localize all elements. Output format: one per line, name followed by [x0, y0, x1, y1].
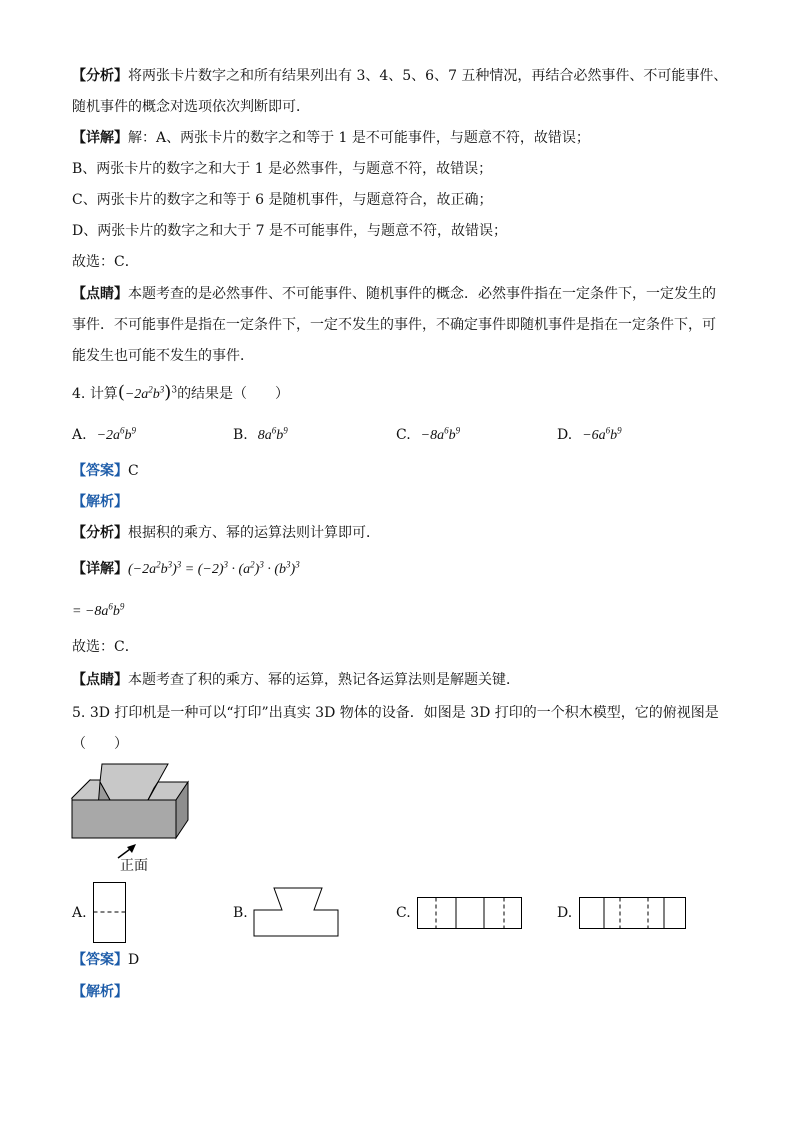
- analysis-tag: 【分析】: [72, 525, 128, 541]
- comment-tag: 【点睛】: [72, 672, 128, 688]
- option-coef: −6: [582, 428, 599, 443]
- q5-option-d-letter[interactable]: D.: [557, 905, 573, 921]
- option-c-outer: [418, 898, 522, 929]
- q4-option-c[interactable]: [396, 425, 460, 446]
- question-number: 5.: [72, 705, 86, 721]
- solution-tag: 【解析】: [72, 984, 128, 1000]
- q4-answer: [72, 461, 139, 481]
- q3-detail-line-2: B、两张卡片的数字之和大于 1 是必然事件，与题意不符，故错误；: [72, 161, 493, 177]
- option-letter: C.: [396, 427, 411, 443]
- option-expression: $-8a^6b^9$: [420, 425, 461, 443]
- option-letter: D.: [557, 427, 573, 443]
- option-d-outer: [580, 898, 686, 929]
- q3-detail-line-4: D、两张卡片的数字之和大于 7 是不可能事件，与题意不符，故错误；: [72, 223, 508, 239]
- q5-stem-line-2: （ ）: [72, 736, 128, 752]
- q5-option-b-letter[interactable]: B.: [233, 905, 248, 921]
- stem-pre: 计算: [89, 386, 118, 402]
- stem-paren-close: ): [164, 382, 172, 403]
- q5-stem-line-1: [72, 703, 719, 723]
- detail-tag: 【详解】: [72, 561, 128, 577]
- q4-analysis: [72, 523, 380, 543]
- comment-text: 本题考查了积的乘方、幂的运算，熟记各运算法则是解题关键．: [128, 672, 520, 688]
- detail-text: 解：A、两张卡片的数字之和等于 1 是不可能事件，与题意不符，故错误；: [128, 130, 590, 146]
- q3-analysis-line-1: [72, 66, 727, 86]
- stem-post: 的结果是（ ）: [177, 386, 290, 402]
- answer-tag: 【答案】: [72, 952, 128, 968]
- option-coef: −8: [420, 428, 438, 443]
- analysis-text: 根据积的乘方、幂的运算法则计算即可．: [128, 525, 380, 541]
- q3-detail-line-1: [72, 128, 590, 148]
- q4-choose: 故选：C．: [72, 639, 139, 655]
- option-letter: A.: [72, 427, 87, 443]
- q4-stem: 4. 计算$(-2a^2b^3)^3$的结果是（ ）: [72, 382, 290, 403]
- q3-comment-line-3: 能发生也可能不发生的事件．: [72, 348, 254, 364]
- option-expression: $-2a^6b^9$: [96, 425, 137, 443]
- q5-option-a-figure[interactable]: [92, 881, 128, 945]
- q5-solution-heading: [72, 982, 128, 1002]
- q4-option-a[interactable]: [72, 425, 136, 446]
- front-label: 正面: [120, 858, 148, 874]
- stem-math: $-2a^2b^3$: [124, 384, 165, 402]
- question-number: 4.: [72, 386, 86, 402]
- option-expression: $-6a^6b^9$: [582, 425, 622, 443]
- answer-value: D: [128, 952, 140, 968]
- option-coef: −2: [96, 428, 114, 443]
- q5-option-c-letter[interactable]: C.: [396, 905, 411, 921]
- solution-tag: 【解析】: [72, 494, 128, 510]
- q5-option-d-figure[interactable]: [578, 896, 690, 932]
- q4-solution-heading: [72, 492, 128, 512]
- answer-value: C: [128, 463, 139, 479]
- block-front-face: [72, 800, 176, 838]
- answer-tag: 【答案】: [72, 463, 128, 479]
- q3-comment-line-2: 事件．不可能事件是指在一定条件下，一定不发生的事件，不确定事件即随机事件是指在一定条件下，可: [72, 317, 716, 333]
- q5-option-a-letter[interactable]: A.: [72, 905, 87, 921]
- q3-analysis-line-2: 随机事件的概念对选项依次判断即可．: [72, 99, 310, 115]
- q3-comment-line-1: [72, 284, 716, 304]
- option-coef: 8: [257, 428, 265, 443]
- q4-option-d[interactable]: [557, 425, 622, 446]
- result-expression: = $-8a^6b^9$: [72, 601, 125, 619]
- option-letter: B.: [233, 427, 248, 443]
- detail-equation: $(-2a^2b^3)^3 = (-2)^3 \cdot (a^2)^3 \cdot (b^3)^3$: [128, 559, 300, 577]
- q4-comment: [72, 670, 520, 690]
- q4-result: [72, 601, 124, 622]
- q4-option-b[interactable]: [233, 425, 288, 446]
- q3-detail-line-3: C、两张卡片的数字之和等于 6 是随机事件，与题意符合，故正确；: [72, 192, 493, 208]
- result-coef: = −8: [72, 604, 102, 619]
- q5-option-b-figure[interactable]: [252, 886, 342, 940]
- analysis-tag: 【分析】: [72, 68, 128, 84]
- stem-expression: (: [117, 382, 125, 403]
- q5-option-c-figure[interactable]: [416, 896, 526, 932]
- q4-detail: [72, 559, 300, 580]
- detail-tag: 【详解】: [72, 130, 128, 146]
- option-expression: $8a^6b^9$: [257, 425, 288, 443]
- comment-text: 本题考查的是必然事件、不可能事件、随机事件的概念．必然事件指在一定条件下，一定发生的: [128, 286, 716, 302]
- option-b-outline: [254, 888, 338, 936]
- q5-answer: [72, 950, 139, 970]
- q3-choose: 故选：C．: [72, 254, 139, 270]
- stem-text: 3D 打印机是一种可以“打印”出真实 3D 物体的设备．如图是 3D 打印的一个积木模型，它的俯视图是: [89, 705, 719, 721]
- comment-tag: 【点睛】: [72, 286, 128, 302]
- analysis-text: 将两张卡片数字之和所有结果列出有 3、4、5、6、7 五种情况，再结合必然事件、不可能事件、: [128, 68, 728, 84]
- front-arrow-head: [127, 844, 136, 853]
